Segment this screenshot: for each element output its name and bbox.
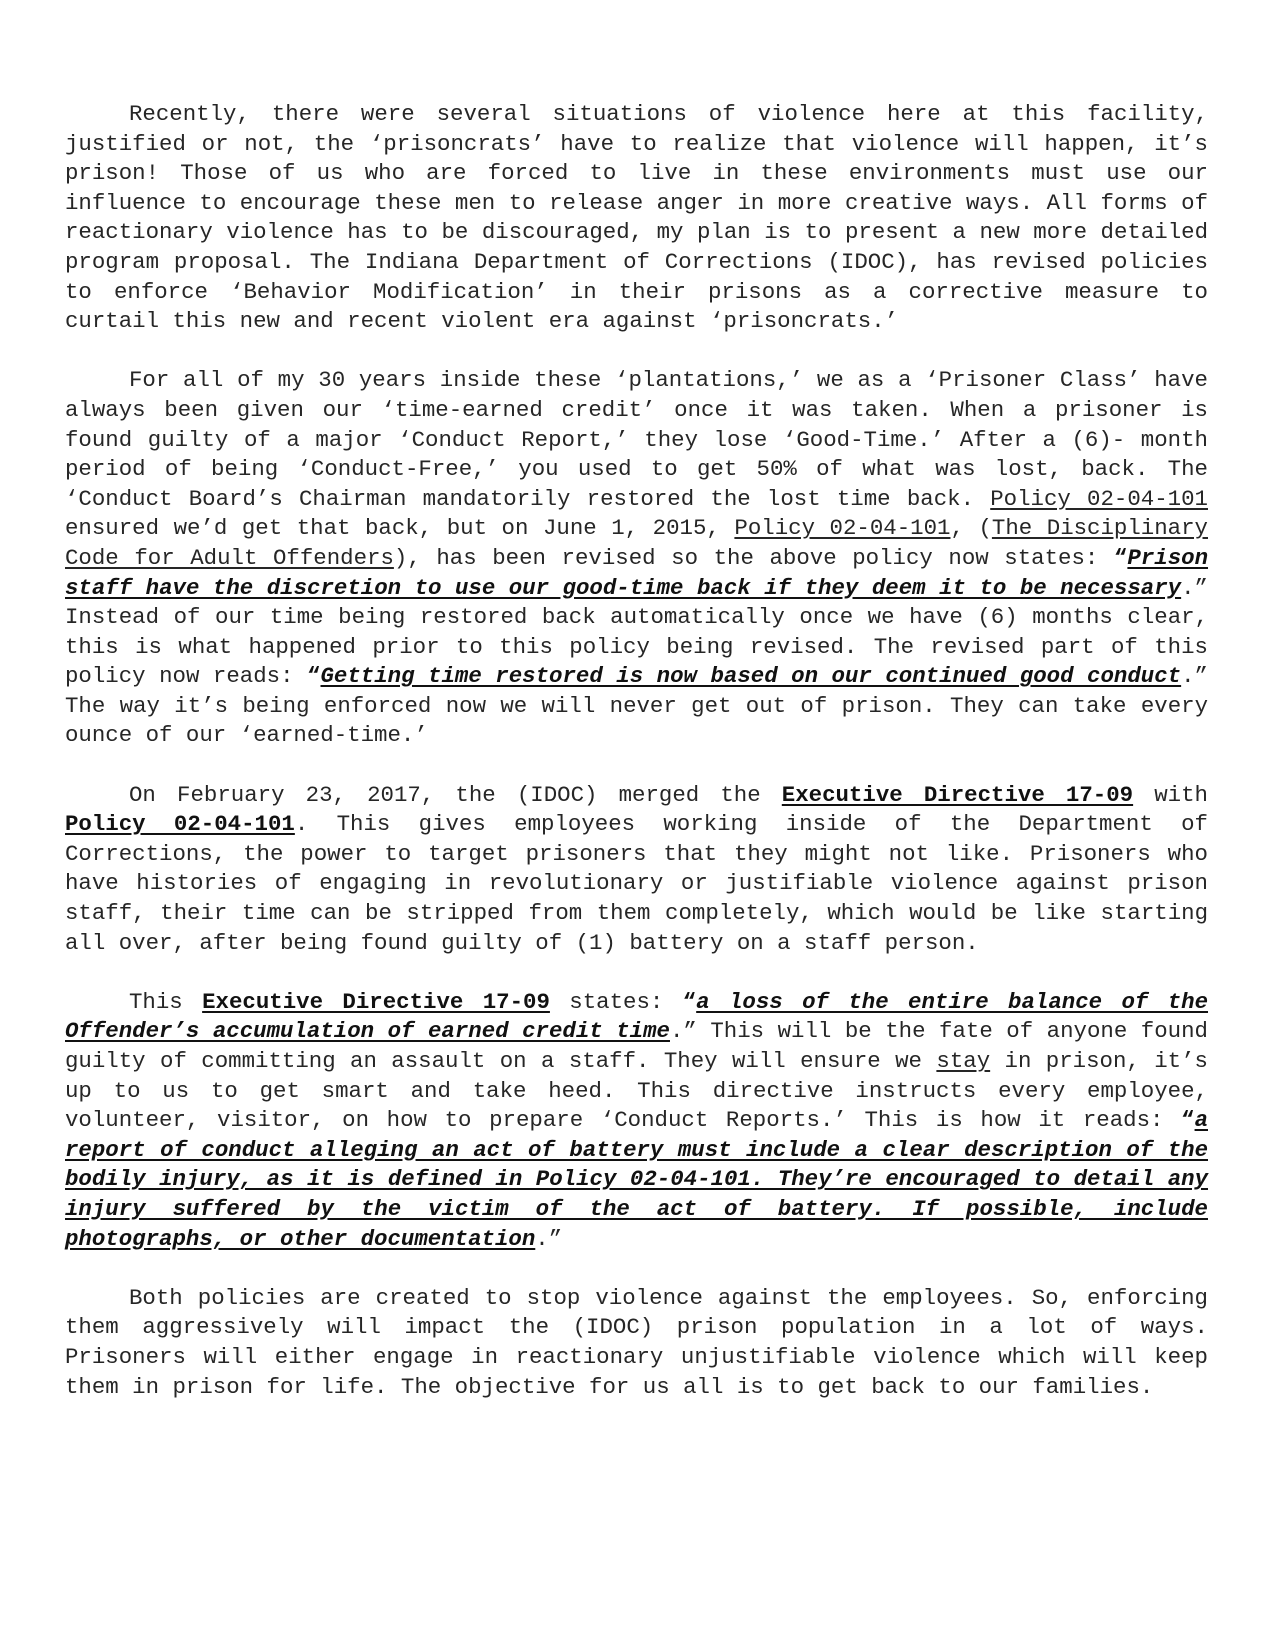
paragraph-1 xyxy=(65,100,1208,337)
quote-mark: “ xyxy=(1181,1107,1195,1134)
text-segment: For all of my 30 years inside these ‘plantations,’ we as a ‘Prisoner Class’ have always been given our ‘time-earned credit’ once it was taken. When a prisoner is found guilty of a major ‘Conduct Report,’ they lose ‘Good-Time.’ After a (6)- month period of being ‘Conduct-Free,’ you used to get 50% of what was lost, back. The ‘Conduct Board’s Chairman mandatorily restored the lost time back. xyxy=(65,367,1208,512)
text-segment: . This gives employees working inside of the Department of Corrections, the power to target prisoners that they might not like. Prisoners who have histories of engaging in revolutionary or justifiable violence against prison staff, their time can be stripped from them completely, which would be like starting all over, after being found guilty of (1) battery on a staff person. xyxy=(65,811,1208,956)
document-page xyxy=(65,100,1208,1432)
policy-quote: Getting time restored is now based on our continued good conduct xyxy=(320,663,1182,690)
text-segment: with xyxy=(1133,781,1208,808)
text-segment: Both policies are created to stop violence against the employees. So, enforcing them aggressively will impact the (IDOC) prison population in a lot of ways. Prisoners will either engage in reactionary unjustifiable violence which will keep them in prison for life. The objective for us all is to get back to our families. xyxy=(65,1284,1208,1400)
paragraph-5 xyxy=(65,1284,1208,1402)
text-segment: states: xyxy=(549,988,683,1015)
text-segment: .” The way it’s being enforced now we will never get out of prison. They can take every ounce of our ‘earned-time.’ xyxy=(65,663,1208,749)
directive-reference: Executive Directive 17-09 xyxy=(781,781,1134,808)
code-title-reference: The Disciplinary Code for Adult Offenders xyxy=(65,515,1208,571)
paragraph-2 xyxy=(65,366,1208,751)
text-segment: .” Instead of our time being restored back automatically once we have (6) months clear, this is what happened prior to this policy being revised. The revised part of this policy now reads: xyxy=(65,574,1208,690)
policy-reference: Policy 02-04-101 xyxy=(65,811,295,838)
directive-reference: Executive Directive 17-09 xyxy=(202,988,550,1015)
policy-quote: Prison staff have the discretion to use our good-time back if they deem it to be necessary xyxy=(65,544,1209,601)
text-segment: , ( xyxy=(950,515,992,542)
text-segment: On February 23, 2017, the (IDOC) merged the xyxy=(129,781,782,808)
text-segment: .” xyxy=(535,1225,563,1252)
quote-mark: “ xyxy=(1113,544,1128,571)
policy-reference: Policy 02-04-101 xyxy=(734,515,951,542)
text-segment: ), has been revised so the above policy now states: xyxy=(393,544,1114,571)
emphasized-word: stay xyxy=(936,1048,991,1074)
text-segment: Recently, there were several situations of violence here at this facility, justified or not, the ‘prisoncrats’ have to realize that violence will happen, it’s prison! Those of us who are forced to live in these environments must use our influence to encourage these men to release anger in more creative ways. All forms of reactionary violence has to be discouraged, my plan is to present a new more detailed program proposal. The Indiana Department of Corrections (IDOC), has revised policies to enforce ‘Behavior Modification’ in their prisons as a corrective measure to curtail this new and recent violent era against ‘prisoncrats.’ xyxy=(65,101,1208,335)
paragraph-3 xyxy=(65,781,1208,959)
text-segment: This xyxy=(129,988,203,1015)
paragraph-4 xyxy=(65,988,1208,1254)
text-segment: ensured we’d get that back, but on June 1, 2015, xyxy=(65,515,735,542)
directive-quote: a report of conduct alleging an act of battery must include a clear description of the bodily injury, as it is defined in Policy 02-04-101. They’re encouraged to detail any injury suffered by the victim of the act of battery. If possible, include photographs, or other documentation xyxy=(65,1107,1208,1252)
text-segment: .” This will be the fate of anyone found guilty of committing an assault on a staff. They will ensure we xyxy=(65,1018,1208,1074)
text-segment: in prison, it’s up to us to get smart and take heed. This directive instructs every employee, volunteer, visitor, on how to prepare ‘Conduct Reports.’ This is how it reads: xyxy=(65,1048,1208,1134)
quote-mark: “ xyxy=(307,663,321,690)
directive-quote: a loss of the entire balance of the Offender’s accumulation of earned credit time xyxy=(65,988,1209,1045)
policy-reference: Policy 02-04-101 xyxy=(990,485,1208,512)
quote-mark: “ xyxy=(682,988,697,1015)
